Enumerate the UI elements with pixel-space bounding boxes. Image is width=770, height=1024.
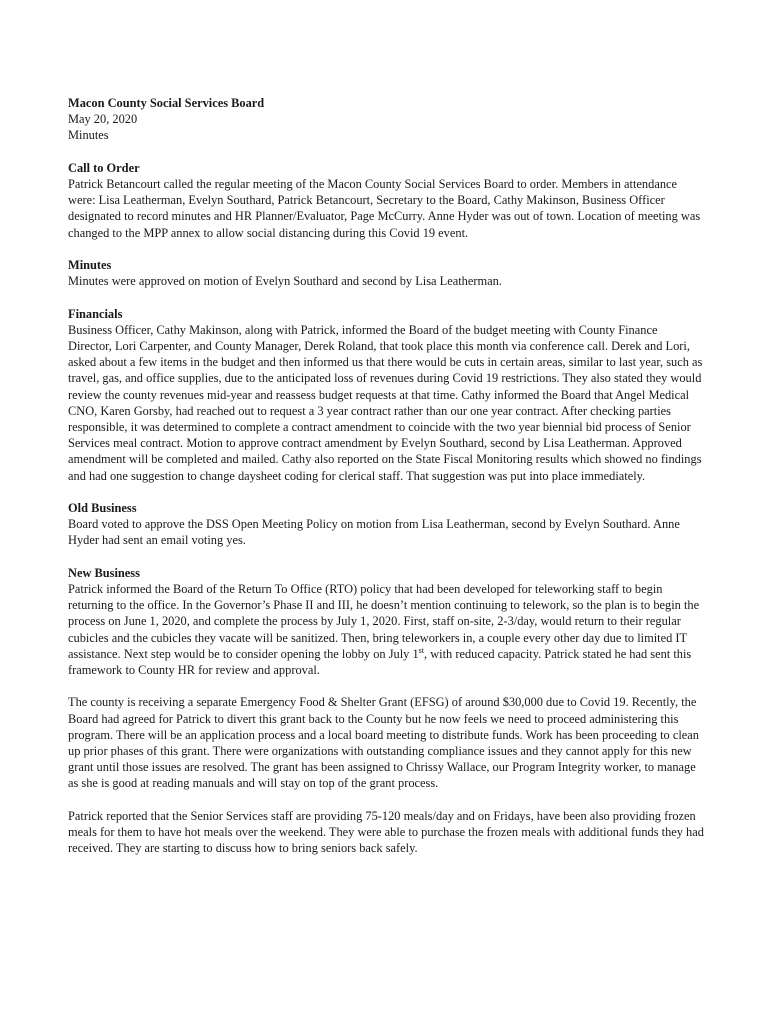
paragraph-rto-policy: [68, 581, 704, 678]
section-body: Board voted to approve the DSS Open Meeting Policy on motion from Lisa Leatherman, second by Evelyn Southard. Anne Hyder had sent an email voting yes.: [68, 517, 680, 548]
document-header: [68, 95, 704, 144]
section-minutes: [68, 257, 704, 289]
paragraph-text: Patrick informed the Board of the Return To Office (RTO) policy that had been developed for teleworking staff to begin returning to the office. In the Governor’s Phase II and III, he doesn’t mention continuing to telework, so the plan is to begin the process on June 1, 2020, and complete the process by July 1, 2020. First, staff on-site, 2-3/day, would return to their regular cubicles and the cubicles they vacate will be sanitized. Then, bring teleworkers in, a couple every other day due to limited IT assistance. Next step would be to consider opening the lobby on July 1: [68, 582, 700, 661]
paragraph-senior-services: Patrick reported that the Senior Services staff are providing 75-120 meals/day and on Fridays, have been also providing frozen meals for them to have hot meals over the weekend. They were able to purchase the frozen meals with additional funds they had received. They are starting to discuss how to bring seniors back safely.: [68, 808, 704, 856]
document-page: [68, 95, 704, 856]
section-old-business: [68, 500, 704, 549]
paragraph-efsg-grant: The county is receiving a separate Emergency Food & Shelter Grant (EFSG) of around $30,000 due to Covid 19. Recently, the Board had agreed for Patrick to divert this grant back to the County but he now feels we need to proceed administering this program. There will be an application process and a local board meeting to distribute funds. Work has been proceeding to clean up prior phases of this grant. There were organizations with outstanding compliance issues and they cannot apply for this new grant until those issues are resolved. The grant has been assigned to Chrissy Wallace, our Program Integrity worker, to manage as she is good at reading manuals and will stay on top of the grant process.: [68, 695, 699, 791]
section-heading: Financials: [68, 306, 123, 321]
section-financials: [68, 306, 704, 484]
section-new-business: [68, 565, 704, 857]
section-call-to-order: [68, 160, 704, 241]
section-body: Business Officer, Cathy Makinson, along with Patrick, informed the Board of the budget meeting with County Finance Director, Lori Carpenter, and County Manager, Derek Roland, that took place this month via conference call. Derek and Lori, asked about a few items in the budget and then informed us that there would be cuts in certain areas, similar to last year, such as travel, gas, and office supplies, due to the anticipated loss of revenues during Covid 19 restrictions. They also stated they would review the county revenues mid-year and reassess budget requests at that time. Cathy informed the Board that Angel Medical CNO, Karen Gorsby, had reached out to request a 3 year contract rather than our one year contract. After checking parties responsible, it was determined to complete a contract amendment to coincide with the two year biennial bid process of Senior Services meal contract. Motion to approve contract amendment by Evelyn Southard, second by Lisa Leatherman. Approved amendment will be completed and mailed. Cathy also reported on the State Fiscal Monitoring results which showed no findings and had one suggestion to change daysheet coding for clerical staff. That suggestion was put into place immediately.: [68, 322, 703, 483]
meeting-date: May 20, 2020: [68, 112, 138, 127]
paragraph-text: , with reduced capacity. Patrick stated he had sent this framework to County HR for review and approval.: [68, 646, 692, 678]
section-heading: Minutes: [68, 258, 112, 272]
section-heading: Old Business: [68, 501, 137, 516]
ordinal-superscript: st: [418, 645, 425, 655]
section-body: Minutes were approved on motion of Evelyn Southard and second by Lisa Leatherman.: [68, 274, 502, 289]
section-body: Patrick Betancourt called the regular meeting of the Macon County Social Services Board to order. Members in attendance were: Lisa Leatherman, Evelyn Southard, Patrick Betancourt, Secretary to the Board, Cathy Makinson, Business Officer designated to record minutes and HR Planner/Evaluator, Page McCurry. Anne Hyder was out of town. Location of meeting was changed to the MPP annex to allow social distancing during this Covid 19 event.: [68, 177, 701, 240]
board-title: Macon County Social Services Board: [68, 96, 265, 110]
document-type: Minutes: [68, 128, 109, 143]
section-heading: New Business: [68, 565, 140, 580]
section-heading: Call to Order: [68, 160, 140, 175]
